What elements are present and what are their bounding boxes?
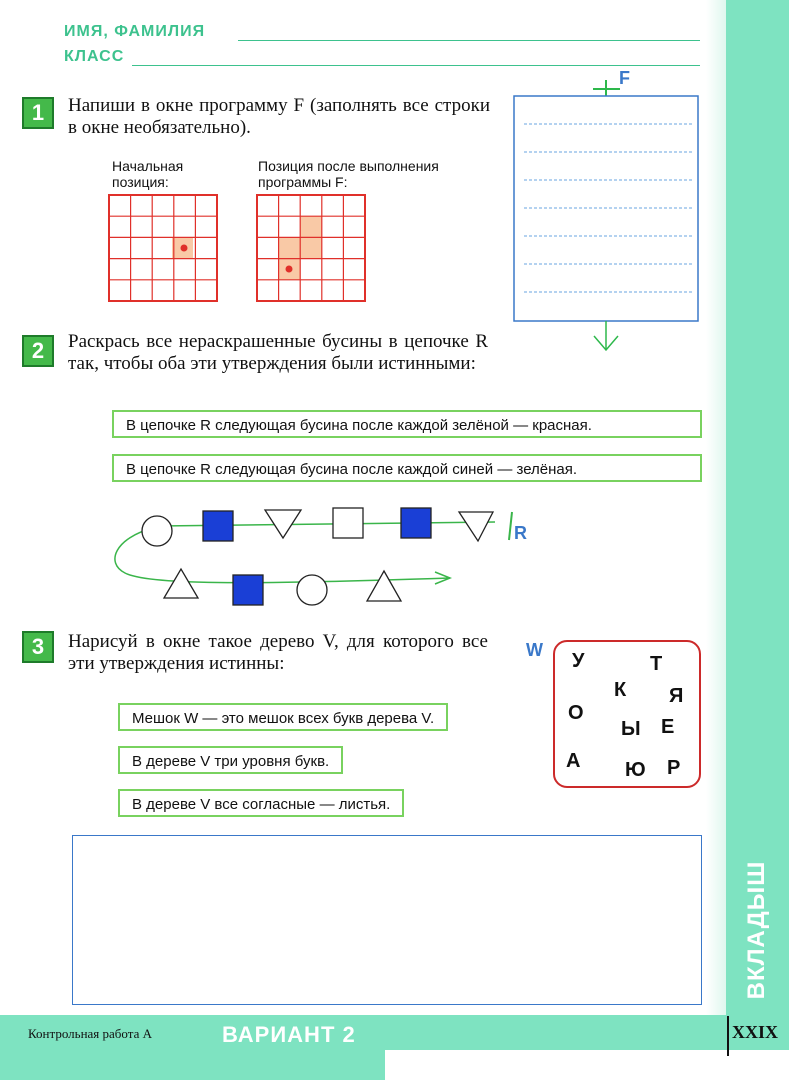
initial-position-grid [108, 194, 218, 302]
chain-label: R [514, 523, 527, 543]
bag-letter: Ю [625, 759, 646, 781]
bag-letter: Р [667, 757, 681, 779]
robot-dot-final [286, 266, 293, 273]
bead-circle[interactable] [297, 575, 327, 605]
page-number: XXIX [732, 1022, 779, 1042]
bag-letter: А [566, 750, 581, 772]
task-3-statement-1: Мешок W — это мешок всех букв дерева V. [118, 703, 448, 731]
footer-work-title: Контрольная работа А [28, 1026, 152, 1041]
bag-label: W [526, 640, 543, 660]
task-1-badge: 1 [22, 97, 54, 129]
footer-variant: ВАРИАНТ 2 [222, 1022, 356, 1047]
task-3-badge: 3 [22, 631, 54, 663]
task-1-text: Напиши в окне программу F (заполнять все строки в окне необязательно). [68, 95, 490, 138]
tree-answer-window[interactable] [72, 835, 702, 1005]
task-2-statement-2: В цепочке R следующая бусина после каждой синей — зелёная. [112, 454, 702, 482]
bag-letter: Я [669, 685, 684, 707]
chain-end-mark [509, 512, 512, 540]
program-window[interactable] [510, 80, 702, 355]
task-3-statement-3: В дереве V все согласные — листья. [118, 789, 404, 817]
initial-position-label: Начальная позиция: [112, 158, 184, 190]
bead-square-blue [401, 508, 431, 538]
bead-chain-r [105, 498, 535, 610]
class-field[interactable] [132, 65, 700, 66]
task-2-badge: 2 [22, 335, 54, 367]
final-position-label: Позиция после выполнения программы F: [258, 158, 439, 190]
side-label: ВКЛАДЫШ [743, 860, 770, 1000]
bag-letter: К [614, 679, 627, 701]
bag-letter: Е [661, 716, 675, 738]
bead-triangle-up[interactable] [367, 571, 401, 601]
task-3-statement-2: В дереве V три уровня букв. [118, 746, 343, 774]
task-2-text: Раскрась все нераскрашенные бусины в цепочке R так, чтобы оба эти утверждения были истинными: [68, 331, 488, 374]
bead-triangle-up[interactable] [164, 569, 198, 598]
name-label: ИМЯ, ФАМИЛИЯ [64, 23, 206, 40]
bead-square-blue [203, 511, 233, 541]
bead-triangle-down[interactable] [459, 512, 493, 541]
letter-bag-w [553, 640, 701, 788]
robot-dot-initial [181, 245, 188, 252]
final-position-grid [256, 194, 366, 302]
bead-circle[interactable] [142, 516, 172, 546]
page-divider [727, 1016, 729, 1056]
task-3-text: Нарисуй в окне такое дерево V, для которого все эти утверждения истинны: [68, 631, 488, 674]
bag-letter: Т [650, 653, 663, 675]
program-window-label: F [619, 68, 630, 88]
bead-square-blue [233, 575, 263, 605]
bag-letter: У [572, 650, 585, 672]
task-2-statement-1: В цепочке R следующая бусина после каждой зелёной — красная. [112, 410, 702, 438]
name-field[interactable] [238, 40, 700, 41]
class-label: КЛАСС [64, 48, 125, 65]
side-gradient [706, 0, 726, 1015]
bag-letter: Ы [621, 718, 641, 740]
bead-square[interactable] [333, 508, 363, 538]
bag-letter: О [568, 702, 584, 724]
